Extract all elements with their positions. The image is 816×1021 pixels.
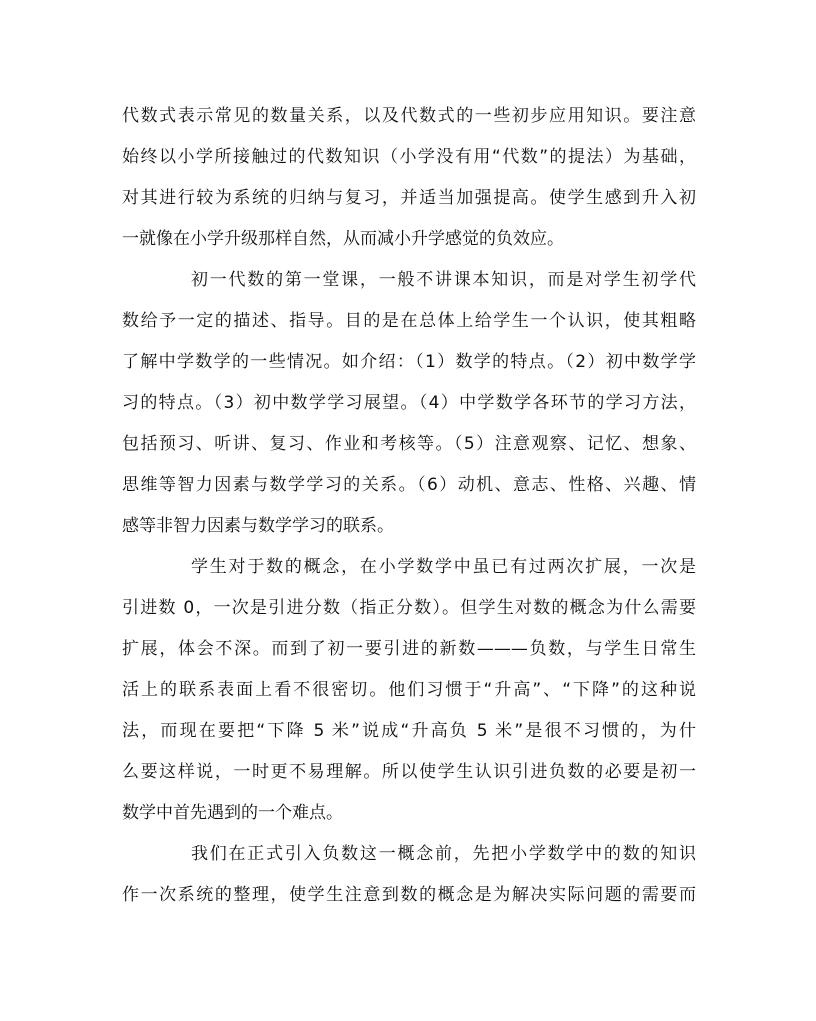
document-body — [122, 96, 696, 916]
text-line: 始终以小学所接触过的代数知识（小学没有用“代数”的提法）为基础， — [122, 147, 696, 167]
text-line: 我们在正式引入负数这一概念前，先把小学数学中的数的知识 — [191, 844, 696, 864]
paragraph-3 — [122, 547, 696, 834]
text-line: 数给予一定的描述、指导。目的是在总体上给学生一个认识，使其粗略 — [122, 311, 696, 331]
paragraph-1 — [122, 96, 696, 260]
text-line: 思维等智力因素与数学学习的关系。（6）动机、意志、性格、兴趣、情 — [122, 475, 696, 495]
text-line: 一就像在小学升级那样自然，从而减小升学感觉的负效应。 — [122, 229, 564, 249]
text-line: 代数式表示常见的数量关系，以及代数式的一些初步应用知识。要注意 — [122, 106, 696, 126]
text-line: 对其进行较为系统的归纳与复习，并适当加强提高。使学生感到升入初 — [122, 188, 696, 208]
text-line: 学生对于数的概念，在小学数学中虽已有过两次扩展，一次是 — [191, 557, 696, 577]
text-line: 了解中学数学的一些情况。如介绍：（1）数学的特点。（2）初中数学学 — [122, 352, 696, 372]
paragraph-2 — [122, 260, 696, 547]
text-line: 习的特点。（3）初中数学学习展望。（4）中学数学各环节的学习方法， — [122, 393, 696, 413]
text-line: 么要这样说，一时更不易理解。所以使学生认识引进负数的必要是初一 — [122, 762, 696, 782]
text-line: 法，而现在要把“下降 5 米”说成“升高负 5 米”是很不习惯的，为什 — [122, 721, 696, 741]
text-line: 数学中首先遇到的一个难点。 — [122, 803, 343, 823]
text-line: 活上的联系表面上看不很密切。他们习惯于“升高”、“下降”的这种说 — [122, 680, 696, 700]
text-line: 包括预习、听讲、复习、作业和考核等。（5）注意观察、记忆、想象、 — [122, 434, 696, 454]
paragraph-4 — [122, 834, 696, 916]
text-line: 作一次系统的整理，使学生注意到数的概念是为解决实际问题的需要而 — [122, 885, 696, 905]
text-line: 感等非智力因素与数学学习的联系。 — [122, 516, 394, 536]
text-line: 初一代数的第一堂课，一般不讲课本知识，而是对学生初学代 — [191, 270, 696, 290]
text-line: 引进数 0，一次是引进分数（指正分数）。但学生对数的概念为什么需要 — [122, 598, 696, 618]
text-line: 扩展，体会不深。而到了初一要引进的新数———负数，与学生日常生 — [122, 639, 696, 659]
